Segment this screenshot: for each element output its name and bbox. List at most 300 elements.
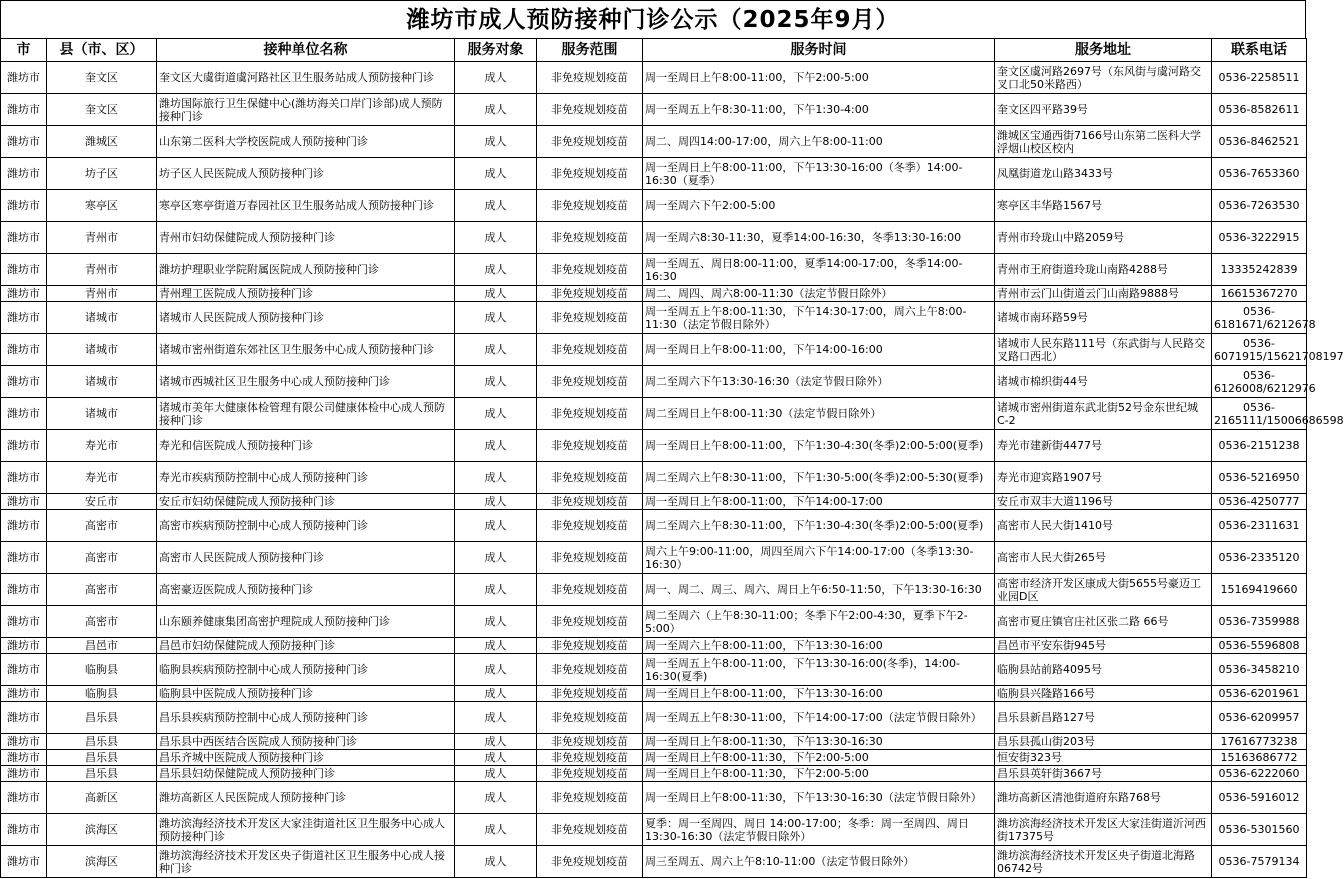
cell-scope-text: 非免疫规划疫苗 bbox=[551, 583, 628, 596]
header-target: 服务对象 bbox=[455, 39, 537, 62]
cell-phone-text: 0536-7359988 bbox=[1218, 615, 1300, 628]
cell-city bbox=[1, 430, 47, 462]
cell-phone bbox=[1212, 302, 1316, 334]
cell-city-text: 潍坊市 bbox=[7, 263, 40, 276]
cell-phone bbox=[1212, 654, 1307, 686]
table-row bbox=[1, 750, 1307, 766]
cell-address bbox=[995, 654, 1212, 686]
cell-unit-name-text: 昌乐县疾病预防控制中心成人预防接种门诊 bbox=[159, 711, 368, 724]
cell-target-text: 成人 bbox=[484, 791, 507, 804]
cell-target bbox=[455, 702, 537, 734]
cell-city bbox=[1, 190, 47, 222]
cell-target-text: 成人 bbox=[484, 343, 507, 356]
cell-phone-text: 13335242839 bbox=[1220, 263, 1298, 276]
cell-phone-text: 0536-7579134 bbox=[1218, 855, 1300, 868]
table-header-row bbox=[1, 39, 1307, 62]
cell-city bbox=[1, 750, 47, 766]
cell-county-text: 青州市 bbox=[85, 287, 118, 300]
cell-phone bbox=[1212, 542, 1307, 574]
cell-target-text: 成人 bbox=[484, 855, 507, 868]
cell-address bbox=[995, 814, 1212, 846]
cell-target bbox=[455, 366, 537, 398]
header-phone: 联系电话 bbox=[1212, 39, 1307, 62]
cell-county bbox=[47, 430, 157, 462]
cell-phone-text: 0536-2151238 bbox=[1218, 439, 1300, 452]
cell-county-text: 滨海区 bbox=[85, 823, 118, 836]
cell-time bbox=[643, 750, 995, 766]
cell-address bbox=[995, 734, 1212, 750]
cell-target-text: 成人 bbox=[484, 287, 507, 300]
cell-time bbox=[643, 574, 995, 606]
cell-address-text: 凤凰街道龙山路3433号 bbox=[997, 167, 1113, 180]
cell-unit-name bbox=[157, 126, 455, 158]
cell-county bbox=[47, 750, 157, 766]
cell-scope-text: 非免疫规划疫苗 bbox=[551, 343, 628, 356]
cell-city bbox=[1, 574, 47, 606]
table-row bbox=[1, 126, 1307, 158]
table-row bbox=[1, 462, 1307, 494]
cell-city-text: 潍坊市 bbox=[7, 103, 40, 116]
cell-scope bbox=[537, 302, 643, 334]
cell-address bbox=[995, 702, 1212, 734]
cell-time-text: 周一至周日上午8:00-11:00，下午1:30-4:30(冬季)2:00-5:00(夏季) bbox=[645, 439, 984, 452]
cell-county-text: 奎文区 bbox=[85, 71, 118, 84]
cell-phone bbox=[1212, 158, 1307, 190]
cell-scope-text: 非免疫规划疫苗 bbox=[551, 639, 628, 652]
table-row bbox=[1, 782, 1307, 814]
cell-unit-name bbox=[157, 542, 455, 574]
cell-phone bbox=[1212, 334, 1344, 366]
cell-county-text: 奎文区 bbox=[85, 103, 118, 116]
cell-city-text: 潍坊市 bbox=[7, 735, 40, 748]
cell-unit-name-text: 高密市人民医院成人预防接种门诊 bbox=[159, 551, 324, 564]
cell-county bbox=[47, 334, 157, 366]
cell-time-text: 周六上午9:00-11:00，周四至周六下午14:00-17:00（冬季13:30-16:30） bbox=[645, 544, 974, 571]
cell-address bbox=[995, 286, 1212, 302]
cell-county-text: 青州市 bbox=[85, 263, 118, 276]
cell-phone bbox=[1212, 686, 1307, 702]
cell-unit-name bbox=[157, 782, 455, 814]
cell-time-text: 周一至周日上午8:00-11:30，下午13:30-16:30（法定节假日除外） bbox=[645, 791, 982, 804]
cell-unit-name-text: 寿光和信医院成人预防接种门诊 bbox=[159, 439, 313, 452]
cell-target bbox=[455, 638, 537, 654]
cell-time bbox=[643, 510, 995, 542]
cell-target-text: 成人 bbox=[484, 583, 507, 596]
cell-target-text: 成人 bbox=[484, 375, 507, 388]
cell-county bbox=[47, 302, 157, 334]
cell-county-text: 诸城市 bbox=[85, 375, 118, 388]
cell-phone-text: 15169419660 bbox=[1220, 583, 1298, 596]
cell-phone-text: 0536-6126008/6212976 bbox=[1214, 368, 1316, 395]
cell-phone bbox=[1212, 606, 1307, 638]
cell-target-text: 成人 bbox=[484, 471, 507, 484]
cell-target-text: 成人 bbox=[484, 687, 507, 700]
cell-time-text: 周一至周六下午2:00-5:00 bbox=[645, 199, 776, 212]
cell-address bbox=[995, 398, 1212, 430]
cell-county-text: 昌乐县 bbox=[85, 767, 118, 780]
cell-target-text: 成人 bbox=[484, 767, 507, 780]
cell-address-text: 诸城市南环路59号 bbox=[997, 311, 1088, 324]
cell-scope-text: 非免疫规划疫苗 bbox=[551, 231, 628, 244]
cell-time bbox=[643, 366, 995, 398]
cell-scope bbox=[537, 702, 643, 734]
cell-phone-text: 17616773238 bbox=[1220, 735, 1298, 748]
cell-unit-name-text: 潍坊高新区人民医院成人预防接种门诊 bbox=[159, 791, 346, 804]
cell-scope bbox=[537, 126, 643, 158]
cell-scope-text: 非免疫规划疫苗 bbox=[551, 103, 628, 116]
cell-city-text: 潍坊市 bbox=[7, 751, 40, 764]
cell-unit-name-text: 昌乐县中西医结合医院成人预防接种门诊 bbox=[159, 735, 357, 748]
table-row bbox=[1, 190, 1307, 222]
cell-city bbox=[1, 782, 47, 814]
cell-unit-name bbox=[157, 62, 455, 94]
cell-target bbox=[455, 494, 537, 510]
cell-scope bbox=[537, 750, 643, 766]
page-title: 潍坊市成人预防接种门诊公示（2025年9月） bbox=[0, 0, 1306, 38]
cell-county bbox=[47, 126, 157, 158]
cell-address-text: 昌邑市平安东街945号 bbox=[997, 639, 1106, 652]
cell-city-text: 潍坊市 bbox=[7, 495, 40, 508]
cell-address bbox=[995, 126, 1212, 158]
cell-unit-name-text: 昌邑市妇幼保健院成人预防接种门诊 bbox=[159, 639, 335, 652]
cell-phone-text: 0536-5916012 bbox=[1218, 791, 1300, 804]
cell-unit-name bbox=[157, 750, 455, 766]
cell-city-text: 潍坊市 bbox=[7, 375, 40, 388]
table-row bbox=[1, 430, 1307, 462]
cell-phone-text: 0536-5596808 bbox=[1218, 639, 1300, 652]
cell-target-text: 成人 bbox=[484, 663, 507, 676]
cell-address-text: 寿光市迎宾路1907号 bbox=[997, 471, 1102, 484]
cell-target-text: 成人 bbox=[484, 823, 507, 836]
cell-unit-name-text: 诸城市密州街道东郊社区卫生服务中心成人预防接种门诊 bbox=[159, 343, 434, 356]
cell-address bbox=[995, 638, 1212, 654]
table-row bbox=[1, 286, 1307, 302]
cell-address-text: 青州市云门山街道云门山南路9888号 bbox=[997, 287, 1179, 300]
cell-county bbox=[47, 94, 157, 126]
cell-address-text: 潍坊高新区清池街道府东路768号 bbox=[997, 791, 1161, 804]
cell-phone bbox=[1212, 286, 1307, 302]
cell-scope-text: 非免疫规划疫苗 bbox=[551, 519, 628, 532]
cell-time bbox=[643, 158, 995, 190]
cell-county-text: 诸城市 bbox=[85, 407, 118, 420]
cell-unit-name bbox=[157, 638, 455, 654]
cell-target bbox=[455, 430, 537, 462]
cell-city bbox=[1, 222, 47, 254]
cell-address bbox=[995, 686, 1212, 702]
cell-target-text: 成人 bbox=[484, 495, 507, 508]
cell-phone bbox=[1212, 734, 1307, 750]
cell-scope bbox=[537, 766, 643, 782]
cell-county-text: 高新区 bbox=[85, 791, 118, 804]
cell-unit-name-text: 山东颐养健康集团高密护理院成人预防接种门诊 bbox=[159, 615, 390, 628]
cell-unit-name bbox=[157, 574, 455, 606]
cell-address-text: 昌乐县孤山街203号 bbox=[997, 735, 1095, 748]
cell-city bbox=[1, 494, 47, 510]
cell-unit-name-text: 潍坊滨海经济技术开发区央子街道社区卫生服务中心成人接种门诊 bbox=[159, 848, 445, 875]
cell-county bbox=[47, 494, 157, 510]
cell-scope bbox=[537, 510, 643, 542]
cell-target-text: 成人 bbox=[484, 135, 507, 148]
cell-county bbox=[47, 702, 157, 734]
cell-county-text: 安丘市 bbox=[85, 495, 118, 508]
cell-time-text: 周一至周六上午8:00-11:00，下午13:30-16:00 bbox=[645, 639, 883, 652]
cell-scope bbox=[537, 686, 643, 702]
cell-scope bbox=[537, 814, 643, 846]
cell-target-text: 成人 bbox=[484, 615, 507, 628]
cell-county-text: 高密市 bbox=[85, 583, 118, 596]
cell-phone-text: 0536-6071915/15621708197 bbox=[1214, 336, 1344, 363]
cell-scope bbox=[537, 606, 643, 638]
cell-scope-text: 非免疫规划疫苗 bbox=[551, 287, 628, 300]
cell-city bbox=[1, 334, 47, 366]
cell-time-text: 周二、周四14:00-17:00，周六上午8:00-11:00 bbox=[645, 135, 883, 148]
cell-unit-name bbox=[157, 606, 455, 638]
cell-unit-name-text: 昌乐齐城中医院成人预防接种门诊 bbox=[159, 751, 324, 764]
cell-target bbox=[455, 254, 537, 286]
cell-target bbox=[455, 510, 537, 542]
cell-target bbox=[455, 190, 537, 222]
cell-unit-name-text: 高密豪迈医院成人预防接种门诊 bbox=[159, 583, 313, 596]
cell-time-text: 周一至周五、周日8:00-11:00，夏季14:00-17:00，冬季14:00-16:30 bbox=[645, 256, 963, 283]
cell-time bbox=[643, 686, 995, 702]
cell-unit-name-text: 潍坊滨海经济技术开发区大家洼街道社区卫生服务中心成人预防接种门诊 bbox=[159, 816, 445, 843]
cell-time bbox=[643, 494, 995, 510]
cell-time-text: 周二至周六上午8:30-11:00，下午1:30-4:30(冬季)2:00-5:00(夏季) bbox=[645, 519, 984, 532]
cell-address-text: 诸城市人民东路111号（东武街与人民路交叉路口西北） bbox=[997, 336, 1205, 363]
cell-unit-name bbox=[157, 510, 455, 542]
cell-time-text: 周一至周日上午8:00-11:00，下午14:00-17:00 bbox=[645, 495, 883, 508]
cell-time-text: 夏季：周一至周四、周日 14:00-17:00；冬季：周一至周四、周日 13:30-16:30（法定节假日除外） bbox=[645, 816, 969, 843]
table-row bbox=[1, 686, 1307, 702]
cell-county bbox=[47, 766, 157, 782]
cell-county-text: 潍城区 bbox=[85, 135, 118, 148]
cell-phone-text: 0536-6181671/6212678 bbox=[1214, 304, 1316, 331]
cell-city bbox=[1, 686, 47, 702]
cell-city-text: 潍坊市 bbox=[7, 167, 40, 180]
cell-unit-name-text: 诸城市人民医院成人预防接种门诊 bbox=[159, 311, 324, 324]
cell-target bbox=[455, 126, 537, 158]
cell-address bbox=[995, 846, 1212, 878]
cell-city-text: 潍坊市 bbox=[7, 615, 40, 628]
table-row bbox=[1, 222, 1307, 254]
cell-time bbox=[643, 462, 995, 494]
cell-target bbox=[455, 542, 537, 574]
cell-target bbox=[455, 750, 537, 766]
cell-county bbox=[47, 190, 157, 222]
table-row bbox=[1, 158, 1307, 190]
cell-target bbox=[455, 766, 537, 782]
cell-address-text: 奎文区四平路39号 bbox=[997, 103, 1088, 116]
cell-city bbox=[1, 398, 47, 430]
cell-time bbox=[643, 814, 995, 846]
cell-scope-text: 非免疫规划疫苗 bbox=[551, 711, 628, 724]
cell-address-text: 恒安街323号 bbox=[997, 751, 1062, 764]
cell-phone bbox=[1212, 782, 1307, 814]
cell-target bbox=[455, 574, 537, 606]
cell-target-text: 成人 bbox=[484, 439, 507, 452]
table-row bbox=[1, 510, 1307, 542]
cell-county-text: 昌邑市 bbox=[85, 639, 118, 652]
cell-address bbox=[995, 334, 1212, 366]
cell-address-text: 青州市玲珑山中路2059号 bbox=[997, 231, 1124, 244]
cell-city bbox=[1, 638, 47, 654]
cell-target bbox=[455, 606, 537, 638]
cell-city bbox=[1, 62, 47, 94]
cell-unit-name-text: 寒亭区寒亭街道万春园社区卫生服务站成人预防接种门诊 bbox=[159, 199, 434, 212]
cell-target-text: 成人 bbox=[484, 167, 507, 180]
cell-target bbox=[455, 398, 537, 430]
header-scope: 服务范围 bbox=[537, 39, 643, 62]
table-row bbox=[1, 94, 1307, 126]
cell-city-text: 潍坊市 bbox=[7, 663, 40, 676]
table-row bbox=[1, 846, 1307, 878]
cell-time bbox=[643, 254, 995, 286]
cell-time bbox=[643, 542, 995, 574]
cell-city bbox=[1, 94, 47, 126]
table-row bbox=[1, 62, 1307, 94]
cell-county bbox=[47, 846, 157, 878]
cell-address-text: 青州市王府街道玲珑山南路4288号 bbox=[997, 263, 1168, 276]
cell-address-text: 潍坊滨海经济技术开发区央子街道北海路06742号 bbox=[997, 848, 1195, 875]
cell-county-text: 寒亭区 bbox=[85, 199, 118, 212]
cell-time-text: 周一至周五上午8:30-11:00，下午14:00-17:00（法定节假日除外） bbox=[645, 711, 982, 724]
cell-phone bbox=[1212, 846, 1307, 878]
table-row bbox=[1, 702, 1307, 734]
cell-target bbox=[455, 222, 537, 254]
cell-city bbox=[1, 766, 47, 782]
header-time: 服务时间 bbox=[643, 39, 995, 62]
cell-scope bbox=[537, 190, 643, 222]
table-row bbox=[1, 638, 1307, 654]
cell-city-text: 潍坊市 bbox=[7, 231, 40, 244]
cell-target-text: 成人 bbox=[484, 263, 507, 276]
cell-scope bbox=[537, 638, 643, 654]
cell-time bbox=[643, 286, 995, 302]
cell-unit-name-text: 潍坊国际旅行卫生保健中心(潍坊海关口岸门诊部)成人预防接种门诊 bbox=[159, 96, 443, 123]
cell-unit-name bbox=[157, 222, 455, 254]
cell-scope-text: 非免疫规划疫苗 bbox=[551, 687, 628, 700]
cell-time-text: 周二至周六下午13:30-16:30（法定节假日除外） bbox=[645, 375, 889, 388]
cell-phone bbox=[1212, 510, 1307, 542]
cell-city bbox=[1, 606, 47, 638]
cell-address bbox=[995, 766, 1212, 782]
cell-scope-text: 非免疫规划疫苗 bbox=[551, 71, 628, 84]
cell-city-text: 潍坊市 bbox=[7, 439, 40, 452]
cell-city-text: 潍坊市 bbox=[7, 519, 40, 532]
cell-target bbox=[455, 814, 537, 846]
cell-target-text: 成人 bbox=[484, 711, 507, 724]
cell-county-text: 寿光市 bbox=[85, 471, 118, 484]
cell-county bbox=[47, 222, 157, 254]
cell-phone-text: 0536-6222060 bbox=[1218, 767, 1300, 780]
cell-city-text: 潍坊市 bbox=[7, 407, 40, 420]
cell-address-text: 高密市人民大街1410号 bbox=[997, 519, 1113, 532]
cell-scope-text: 非免疫规划疫苗 bbox=[551, 663, 628, 676]
cell-unit-name bbox=[157, 430, 455, 462]
cell-unit-name-text: 青州理工医院成人预防接种门诊 bbox=[159, 287, 313, 300]
cell-address-text: 高密市人民大街265号 bbox=[997, 551, 1106, 564]
cell-county bbox=[47, 686, 157, 702]
cell-target bbox=[455, 654, 537, 686]
cell-unit-name-text: 潍坊护理职业学院附属医院成人预防接种门诊 bbox=[159, 263, 379, 276]
cell-time bbox=[643, 94, 995, 126]
cell-time-text: 周一至周日上午8:00-11:00，下午13:30-16:00（冬季）14:00-16:30（夏季） bbox=[645, 160, 963, 187]
cell-county bbox=[47, 638, 157, 654]
cell-county bbox=[47, 510, 157, 542]
cell-scope bbox=[537, 366, 643, 398]
table-row bbox=[1, 542, 1307, 574]
cell-scope-text: 非免疫规划疫苗 bbox=[551, 855, 628, 868]
cell-target bbox=[455, 846, 537, 878]
cell-phone bbox=[1212, 62, 1307, 94]
cell-county bbox=[47, 398, 157, 430]
cell-county-text: 诸城市 bbox=[85, 311, 118, 324]
cell-city-text: 潍坊市 bbox=[7, 583, 40, 596]
cell-city bbox=[1, 542, 47, 574]
cell-target-text: 成人 bbox=[484, 751, 507, 764]
cell-time-text: 周二、周四、周六8:00-11:30（法定节假日除外） bbox=[645, 287, 893, 300]
cell-phone-text: 0536-5216950 bbox=[1218, 471, 1300, 484]
cell-target-text: 成人 bbox=[484, 103, 507, 116]
cell-county-text: 高密市 bbox=[85, 551, 118, 564]
cell-time bbox=[643, 222, 995, 254]
cell-unit-name-text: 奎文区大虞街道虞河路社区卫生服务站成人预防接种门诊 bbox=[159, 71, 434, 84]
cell-scope bbox=[537, 222, 643, 254]
cell-county-text: 昌乐县 bbox=[85, 711, 118, 724]
cell-county-text: 青州市 bbox=[85, 231, 118, 244]
cell-unit-name bbox=[157, 254, 455, 286]
cell-scope bbox=[537, 158, 643, 190]
cell-address-text: 临朐县兴隆路166号 bbox=[997, 687, 1095, 700]
cell-unit-name bbox=[157, 398, 455, 430]
cell-time-text: 周一至周六8:30-11:30，夏季14:00-16:30，冬季13:30-16:00 bbox=[645, 231, 962, 244]
cell-scope-text: 非免疫规划疫苗 bbox=[551, 551, 628, 564]
cell-address bbox=[995, 542, 1212, 574]
cell-scope bbox=[537, 542, 643, 574]
cell-city-text: 潍坊市 bbox=[7, 71, 40, 84]
cell-city-text: 潍坊市 bbox=[7, 687, 40, 700]
cell-address bbox=[995, 158, 1212, 190]
cell-address-text: 昌乐县新昌路127号 bbox=[997, 711, 1095, 724]
cell-target bbox=[455, 334, 537, 366]
cell-address-text: 安丘市双丰大道1196号 bbox=[997, 495, 1113, 508]
cell-address bbox=[995, 606, 1212, 638]
cell-time bbox=[643, 430, 995, 462]
cell-city-text: 潍坊市 bbox=[7, 551, 40, 564]
cell-scope-text: 非免疫规划疫苗 bbox=[551, 311, 628, 324]
cell-scope bbox=[537, 254, 643, 286]
cell-phone-text: 0536-6209957 bbox=[1218, 711, 1300, 724]
table-row bbox=[1, 494, 1307, 510]
cell-scope-text: 非免疫规划疫苗 bbox=[551, 751, 628, 764]
cell-time bbox=[643, 766, 995, 782]
cell-target-text: 成人 bbox=[484, 735, 507, 748]
cell-target-text: 成人 bbox=[484, 199, 507, 212]
cell-address bbox=[995, 62, 1212, 94]
cell-address bbox=[995, 302, 1212, 334]
cell-target-text: 成人 bbox=[484, 551, 507, 564]
cell-scope bbox=[537, 654, 643, 686]
cell-target bbox=[455, 286, 537, 302]
cell-county bbox=[47, 62, 157, 94]
cell-city-text: 潍坊市 bbox=[7, 711, 40, 724]
table-row bbox=[1, 334, 1307, 366]
cell-city bbox=[1, 654, 47, 686]
cell-city-text: 潍坊市 bbox=[7, 855, 40, 868]
cell-time bbox=[643, 398, 995, 430]
cell-county-text: 昌乐县 bbox=[85, 751, 118, 764]
cell-address-text: 昌乐县英轩街3667号 bbox=[997, 767, 1102, 780]
